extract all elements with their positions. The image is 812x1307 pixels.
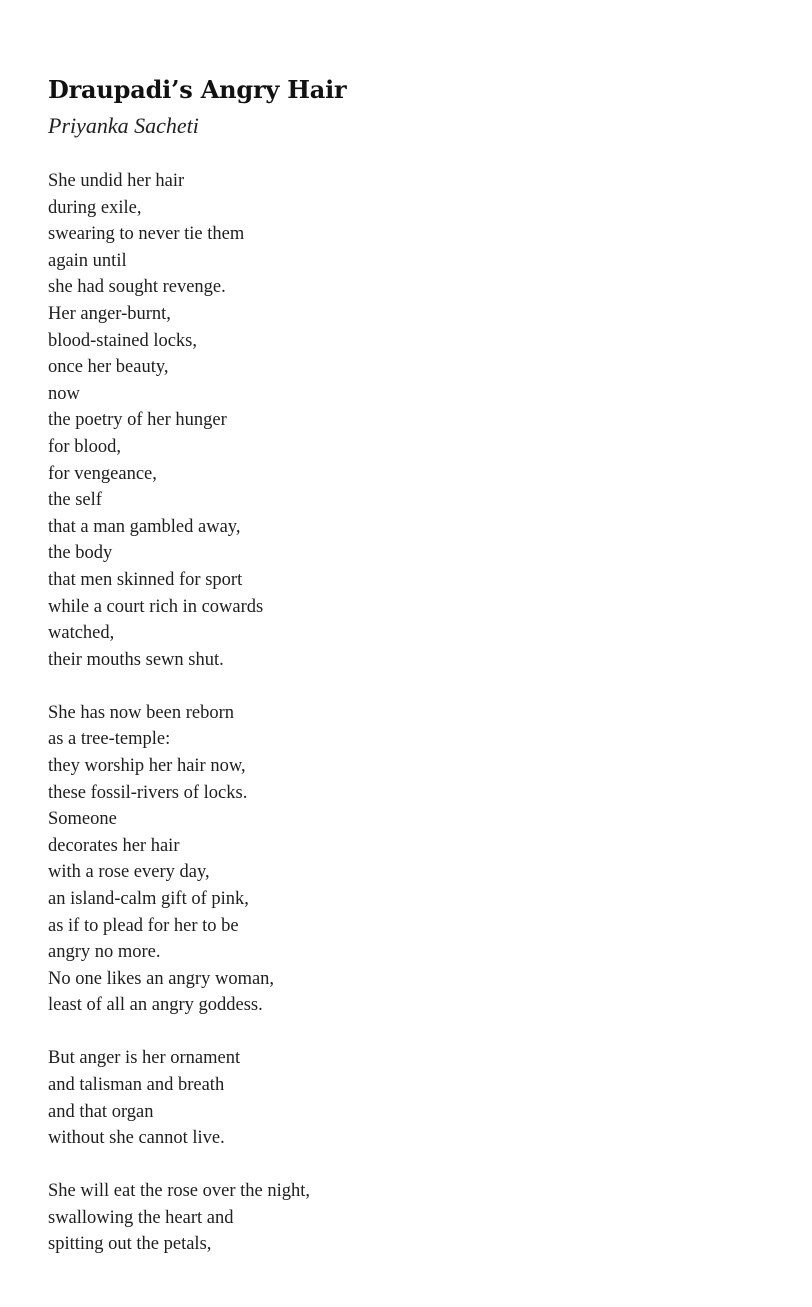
poem-page (48, 74, 768, 1285)
poem-line: She will eat the rose over the night, (48, 1181, 311, 1202)
poem-line: again until (48, 250, 127, 271)
poem-line: decorates her hair (48, 835, 180, 856)
poem-line: these fossil-rivers of locks. (48, 782, 248, 803)
poem-author: Priyanka Sacheti (48, 113, 199, 138)
poem-line: that a man gambled away, (48, 516, 241, 537)
stanza-1 (48, 168, 768, 673)
poem-line: swearing to never tie them (48, 224, 245, 245)
poem-line: the poetry of her hunger (48, 410, 227, 431)
poem-line: and that organ (48, 1101, 154, 1122)
poem-line: for blood, (48, 436, 121, 457)
poem-line: as if to plead for her to be (48, 915, 239, 936)
poem-line: She has now been reborn (48, 702, 234, 723)
poem-line: they worship her hair now, (48, 755, 246, 776)
poem-line: for vengeance, (48, 463, 157, 484)
poem-line: without she cannot live. (48, 1128, 225, 1149)
poem-line: once her beauty, (48, 357, 169, 378)
poem-line: angry no more. (48, 942, 161, 963)
poem-line: now (48, 383, 80, 404)
poem-line: watched, (48, 623, 115, 644)
poem-line: an island-calm gift of pink, (48, 888, 249, 909)
poem-line: swallowing the heart and (48, 1207, 234, 1228)
poem-line: while a court rich in cowards (48, 596, 264, 617)
poem-line: Her anger-burnt, (48, 303, 171, 324)
stanza-4 (48, 1178, 768, 1258)
poem-line: But anger is her ornament (48, 1048, 241, 1069)
poem-title: Draupadi’s Angry Hair (48, 75, 347, 104)
poem-line: their mouths sewn shut. (48, 649, 224, 670)
poem-line: with a rose every day, (48, 862, 210, 883)
poem-line: blood-stained locks, (48, 330, 198, 351)
stanza-2 (48, 700, 768, 1019)
poem-line: Someone (48, 809, 117, 830)
poem-line: she had sought revenge. (48, 277, 226, 298)
poem-line: the body (48, 543, 113, 564)
poem-line: spitting out the petals, (48, 1234, 212, 1255)
poem-line: as a tree-temple: (48, 729, 171, 750)
poem-line: No one likes an angry woman, (48, 968, 275, 989)
stanza-3 (48, 1045, 768, 1151)
poem-line: least of all an angry goddess. (48, 995, 263, 1016)
poem-line: that men skinned for sport (48, 569, 243, 590)
poem-line: during exile, (48, 197, 142, 218)
poem-line: the self (48, 490, 102, 511)
poem-body (48, 168, 768, 1258)
poem-line: and talisman and breath (48, 1075, 225, 1095)
poem-line: She undid her hair (48, 171, 185, 191)
